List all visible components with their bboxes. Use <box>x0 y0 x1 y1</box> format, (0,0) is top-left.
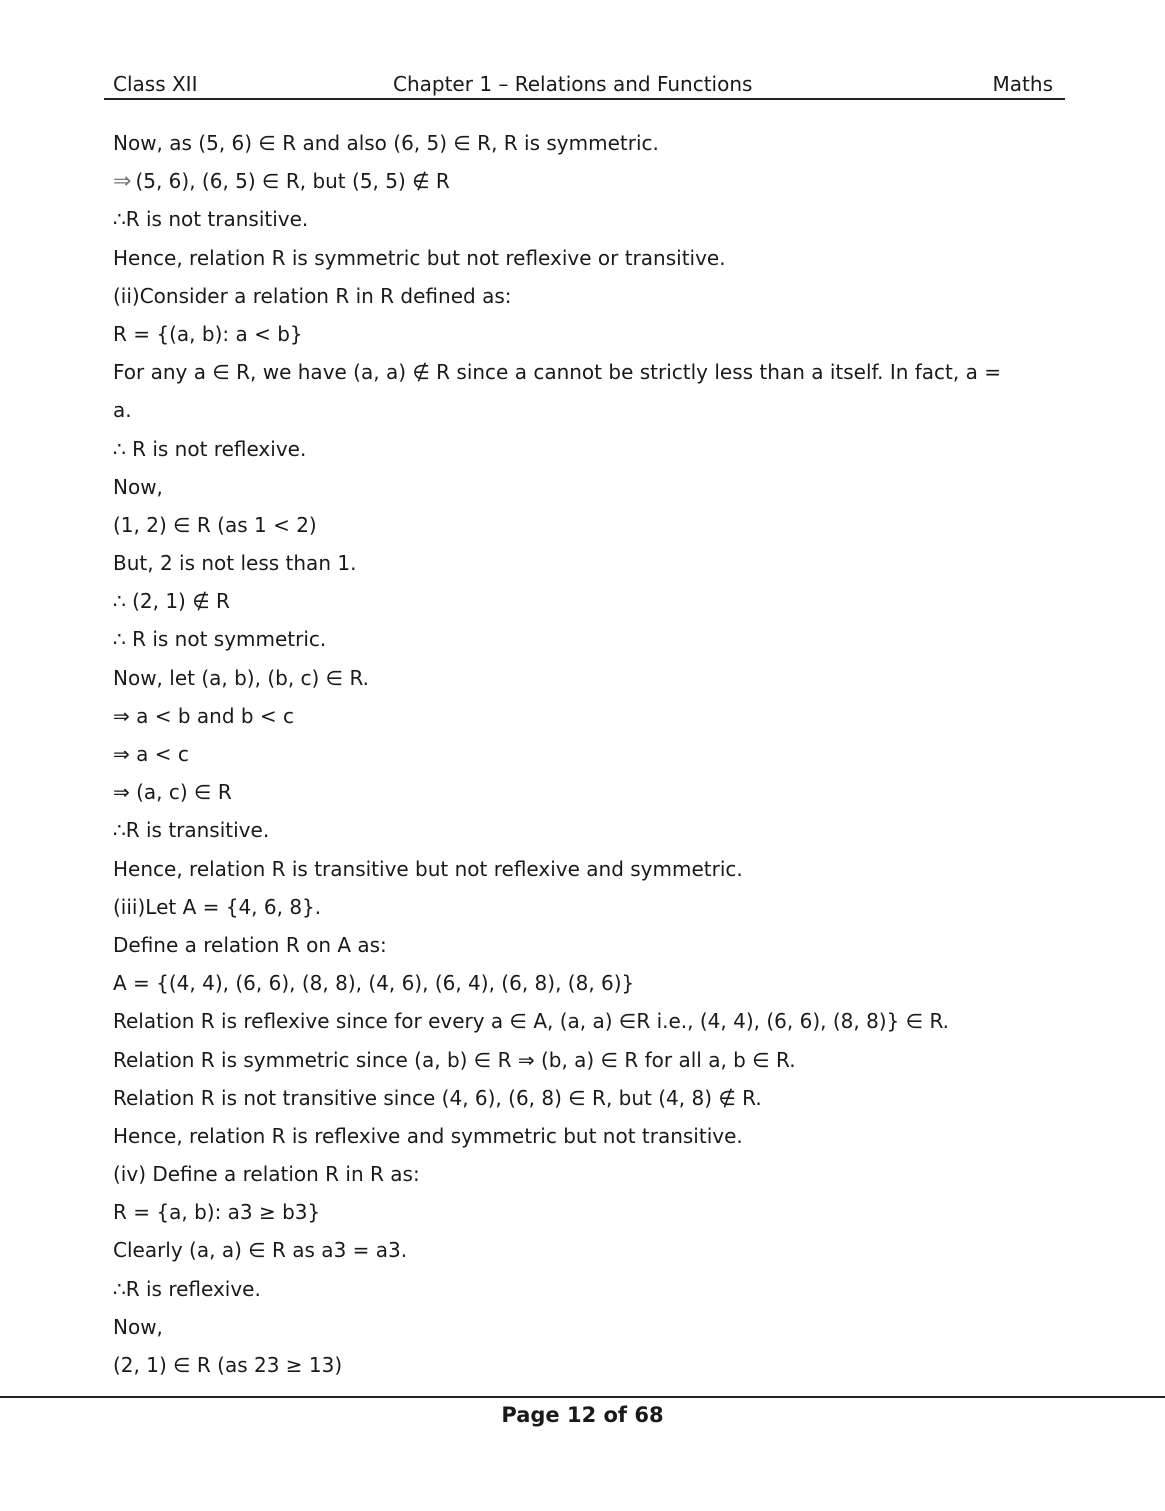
text-line: ⇒ (a, c) ∈ R <box>113 780 232 805</box>
text-line: ⇒ a < c <box>113 742 189 766</box>
text-line: Clearly (a, a) ∈ R as a3 = a3. <box>113 1238 408 1263</box>
text-line-implies <box>113 162 1058 200</box>
text-line: A = {(4, 4), (6, 6), (8, 8), (4, 6), (6, 4), (6, 8), (8, 6)} <box>113 971 635 996</box>
class-label: Class XII <box>113 72 198 96</box>
text-line: ∴ (2, 1) ∉ R <box>113 589 230 614</box>
text-line: R = {(a, b): a < b} <box>113 321 303 346</box>
text-line: For any a ∈ R, we have (a, a) ∉ R since a cannot be strictly less than a itself. In fact, a = <box>113 360 1001 385</box>
text-line: (1, 2) ∈ R (as 1 < 2) <box>113 512 317 537</box>
text-line: ∴R is transitive. <box>113 818 270 843</box>
text-line: ∴R is reflexive. <box>113 1276 261 1301</box>
text-line: Now, <box>113 1314 163 1339</box>
text-line: ∴R is not transitive. <box>113 207 309 232</box>
text-line: (ii)Consider a relation R in R defined as: <box>113 283 512 308</box>
page-body <box>113 124 1058 1384</box>
text-line: a. <box>113 398 132 423</box>
page-number: Page 12 of 68 <box>501 1403 664 1427</box>
text-line: (2, 1) ∈ R (as 23 ≥ 13) <box>113 1353 343 1377</box>
text-line: Relation R is not transitive since (4, 6), (6, 8) ∈ R, but (4, 8) ∉ R. <box>113 1085 762 1110</box>
text-line: R = {a, b): a3 ≥ b3} <box>113 1200 321 1225</box>
text-line: (5, 6), (6, 5) ∈ R, but (5, 5) ∉ R <box>135 169 450 194</box>
implies-arrow-icon: ⇒ <box>113 169 132 195</box>
text-line: (iii)Let A = {4, 6, 8}. <box>113 894 322 919</box>
text-line: ∴ R is not reflexive. <box>113 436 307 461</box>
text-line: But, 2 is not less than 1. <box>113 551 357 576</box>
subject-label: Maths <box>992 72 1053 96</box>
chapter-title: Chapter 1 – Relations and Functions <box>393 72 753 96</box>
text-line: (iv) Define a relation R in R as: <box>113 1162 420 1187</box>
text-line: Hence, relation R is reflexive and symmetric but not transitive. <box>113 1123 743 1148</box>
text-line: Relation R is symmetric since (a, b) ∈ R ⇒ (b, a) ∈ R for all a, b ∈ R. <box>113 1047 796 1072</box>
text-line: Relation R is reflexive since for every a ∈ A, (a, a) ∈R i.e., (4, 4), (6, 6), (8, 8)} ∈ R. <box>113 1009 950 1034</box>
header-divider <box>104 98 1065 100</box>
page-header <box>113 72 1053 98</box>
text-line: Hence, relation R is symmetric but not reflexive or transitive. <box>113 245 726 270</box>
footer-divider <box>0 1396 1165 1398</box>
text-line: Define a relation R on A as: <box>113 932 387 957</box>
text-line: Now, as (5, 6) ∈ R and also (6, 5) ∈ R, R is symmetric. <box>113 131 659 155</box>
text-line: Now, let (a, b), (b, c) ∈ R. <box>113 665 370 690</box>
text-line: Hence, relation R is transitive but not reflexive and symmetric. <box>113 856 743 881</box>
text-line: ∴ R is not symmetric. <box>113 627 327 652</box>
text-line: ⇒ a < b and b < c <box>113 703 295 728</box>
text-line: Now, <box>113 474 163 499</box>
